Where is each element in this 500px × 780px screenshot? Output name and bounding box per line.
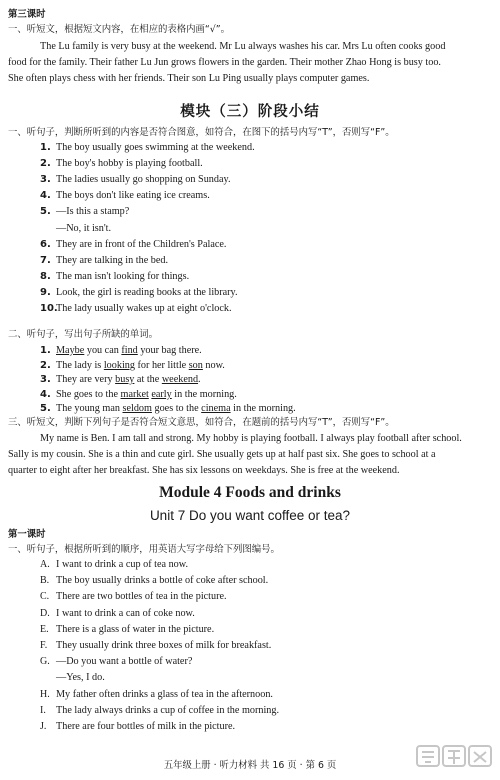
item-text: They usually drink three boxes of milk for breakfast. bbox=[56, 640, 272, 651]
item-text: The boy usually goes swimming at the weekend. bbox=[56, 142, 255, 153]
unit-title: Unit 7 Do you want coffee or tea? bbox=[149, 508, 351, 523]
lesson1-heading: 第一课时 bbox=[8, 529, 46, 540]
sec1-passage-line: She often plays chess with her friends. Their son Lu Ping usually plays computer games. bbox=[8, 73, 370, 84]
lesson1-item bbox=[40, 688, 273, 701]
part2-instruction: 二、听句子，写出句子所缺的单词。 bbox=[8, 329, 159, 340]
part3-passage-line: Sally is my cousin. She is a thin and cute girl. She usually gets up at half past six. She goes to school at a bbox=[8, 449, 436, 460]
lesson1-item bbox=[40, 639, 271, 652]
item-letter: E. bbox=[40, 623, 49, 635]
item-letter: H. bbox=[40, 688, 50, 700]
item-number: 4. bbox=[40, 190, 51, 202]
page-footer: 五年级上册 · 听力材料 共 16 页 · 第 6 页 bbox=[163, 760, 337, 771]
sec1-passage-line: food for the family. Their father Lu Jun grows flowers in the garden. Their mother Zhao Hong is busy too. bbox=[8, 57, 441, 68]
sentence-text: . bbox=[198, 374, 201, 386]
item-letter: J. bbox=[40, 721, 47, 732]
lesson1-item bbox=[40, 704, 279, 717]
part1-item bbox=[40, 205, 129, 218]
item-text: There is a glass of water in the picture. bbox=[56, 623, 215, 635]
item-number: 9. bbox=[40, 286, 51, 298]
item-number: 6. bbox=[40, 238, 51, 250]
item-text: —Is this a stamp? bbox=[56, 206, 130, 218]
lesson1-item bbox=[40, 607, 195, 620]
part3-passage-line: quarter to eight after her breakfast. She has six lessons on weekdays. She is free at the weekend. bbox=[8, 465, 400, 476]
sentence-text: you can bbox=[84, 345, 122, 356]
sec1-instruction: 一、听短文，根据短文内容，在相应的表格内画“√”。 bbox=[8, 24, 230, 35]
lesson1-item bbox=[40, 574, 268, 587]
sentence-text: She goes to the bbox=[56, 388, 121, 400]
item-letter: D. bbox=[40, 607, 50, 619]
item-number: 2. bbox=[40, 158, 51, 170]
item-text: The boy's hobby is playing football. bbox=[56, 158, 203, 170]
lesson1-item bbox=[40, 590, 227, 603]
item-number: 2. bbox=[40, 359, 51, 371]
module-title: Module 4 Foods and drinks bbox=[159, 484, 341, 501]
item-text: The boys don't like eating ice creams. bbox=[56, 190, 210, 202]
sentence-text: for her little bbox=[134, 359, 189, 371]
lesson1-item bbox=[40, 558, 188, 571]
item-letter: I. bbox=[40, 704, 46, 716]
sentence-text: your bag there. bbox=[137, 345, 202, 356]
lesson1-item bbox=[40, 655, 192, 668]
sentence-text: in the morning. bbox=[230, 403, 296, 415]
item-text: The lady always drinks a cup of coffee in the morning. bbox=[56, 704, 280, 716]
part3-instruction: 三、听短文，判断下列句子是否符合短文意思，如符合，在题前的括号内写“T”，否则写“F”。 bbox=[8, 417, 395, 428]
lesson1-instruction: 一、听句子，根据所听到的顺序，用英语大写字母给下列图编号。 bbox=[8, 544, 280, 555]
item-letter: G. bbox=[40, 656, 50, 668]
item-number: 3. bbox=[40, 374, 51, 386]
item-text: My father often drinks a glass of tea in the afternoon. bbox=[56, 688, 273, 700]
part2-item bbox=[40, 373, 201, 386]
sentence-text: The lady is bbox=[56, 359, 104, 371]
item-letter: A. bbox=[40, 559, 50, 570]
item-letter: C. bbox=[40, 591, 50, 603]
part2-item bbox=[40, 388, 237, 401]
answer-word: cinema bbox=[201, 403, 231, 415]
lesson1-item bbox=[40, 720, 235, 733]
part2-item bbox=[40, 402, 296, 415]
item-letter: F. bbox=[40, 640, 48, 651]
item-text: Look, the girl is reading books at the library. bbox=[56, 286, 238, 298]
answer-site-logo-icon bbox=[416, 742, 494, 776]
sentence-text: at the bbox=[134, 374, 162, 386]
part2-item bbox=[40, 359, 225, 372]
lesson3-heading: 第三课时 bbox=[8, 9, 46, 20]
item-text: The man isn't looking for things. bbox=[56, 270, 190, 282]
sentence-text: goes to the bbox=[151, 403, 202, 415]
item-text: There are four bottles of milk in the picture. bbox=[56, 721, 236, 732]
answer-word: early bbox=[151, 388, 172, 400]
item-text: I want to drink a cup of tea now. bbox=[56, 559, 189, 570]
item-number: 3. bbox=[40, 174, 51, 186]
sec1-passage-line: The Lu family is very busy at the weekend. Mr Lu always washes his car. Mrs Lu often cooks good bbox=[40, 41, 446, 52]
item-letter: B. bbox=[40, 575, 50, 587]
item-number: 8. bbox=[40, 270, 51, 282]
item-number: 7. bbox=[40, 254, 51, 266]
sentence-text: now. bbox=[202, 359, 225, 371]
part1-item bbox=[40, 157, 203, 170]
item-text: The boy usually drinks a bottle of coke after school. bbox=[56, 575, 269, 587]
item-number: 4. bbox=[40, 388, 51, 400]
answer-word: market bbox=[120, 388, 149, 400]
part1-item bbox=[40, 254, 168, 267]
item-text: They are in front of the Children's Palace. bbox=[56, 238, 227, 250]
part1-item bbox=[40, 141, 255, 154]
part1-item bbox=[40, 238, 226, 251]
answer-word: busy bbox=[115, 374, 135, 386]
part1-item bbox=[40, 286, 238, 299]
item-text: The ladies usually go shopping on Sunday. bbox=[56, 174, 231, 186]
item-text: —Yes, I do. bbox=[56, 672, 105, 684]
item-number: 10. bbox=[40, 303, 58, 314]
item-text: —No, it isn't. bbox=[56, 222, 112, 234]
part1-item bbox=[40, 270, 189, 283]
answer-word: son bbox=[188, 359, 203, 371]
answer-word: weekend bbox=[161, 374, 199, 386]
item-text: They are talking in the bed. bbox=[56, 254, 169, 266]
answer-word: seldom bbox=[122, 403, 152, 415]
answer-word: find bbox=[121, 345, 138, 356]
lesson1-item bbox=[40, 623, 214, 636]
sentence-text: They are very bbox=[56, 374, 116, 386]
item-text: —Do you want a bottle of water? bbox=[56, 656, 193, 668]
item-text: There are two bottles of tea in the picture. bbox=[56, 591, 227, 603]
part1-item bbox=[40, 222, 111, 235]
part3-passage-line: My name is Ben. I am tall and strong. My hobby is playing football. I always play football after school. bbox=[40, 433, 462, 444]
item-number: 1. bbox=[40, 142, 51, 153]
item-text: I want to drink a can of coke now. bbox=[56, 607, 195, 619]
sentence-text: The young man bbox=[56, 403, 123, 415]
answer-word: looking bbox=[103, 359, 135, 371]
item-number: 5. bbox=[40, 206, 51, 218]
part1-item bbox=[40, 173, 231, 186]
item-number: 5. bbox=[40, 403, 51, 415]
item-number: 1. bbox=[40, 345, 51, 356]
part1-item bbox=[40, 302, 232, 315]
sentence-text: in the morning. bbox=[171, 388, 237, 400]
item-text: The lady usually wakes up at eight o'clock. bbox=[56, 303, 232, 314]
part2-item bbox=[40, 344, 202, 357]
part1-item bbox=[40, 189, 210, 202]
part1-instruction: 一、听句子，判断所听到的内容是否符合图意，如符合，在图下的括号内写“T”，否则写“F”。 bbox=[8, 127, 395, 138]
lesson1-item bbox=[40, 671, 105, 684]
stage-summary-title: 模块（三）阶段小结 bbox=[180, 104, 320, 120]
answer-word: Maybe bbox=[56, 345, 85, 356]
